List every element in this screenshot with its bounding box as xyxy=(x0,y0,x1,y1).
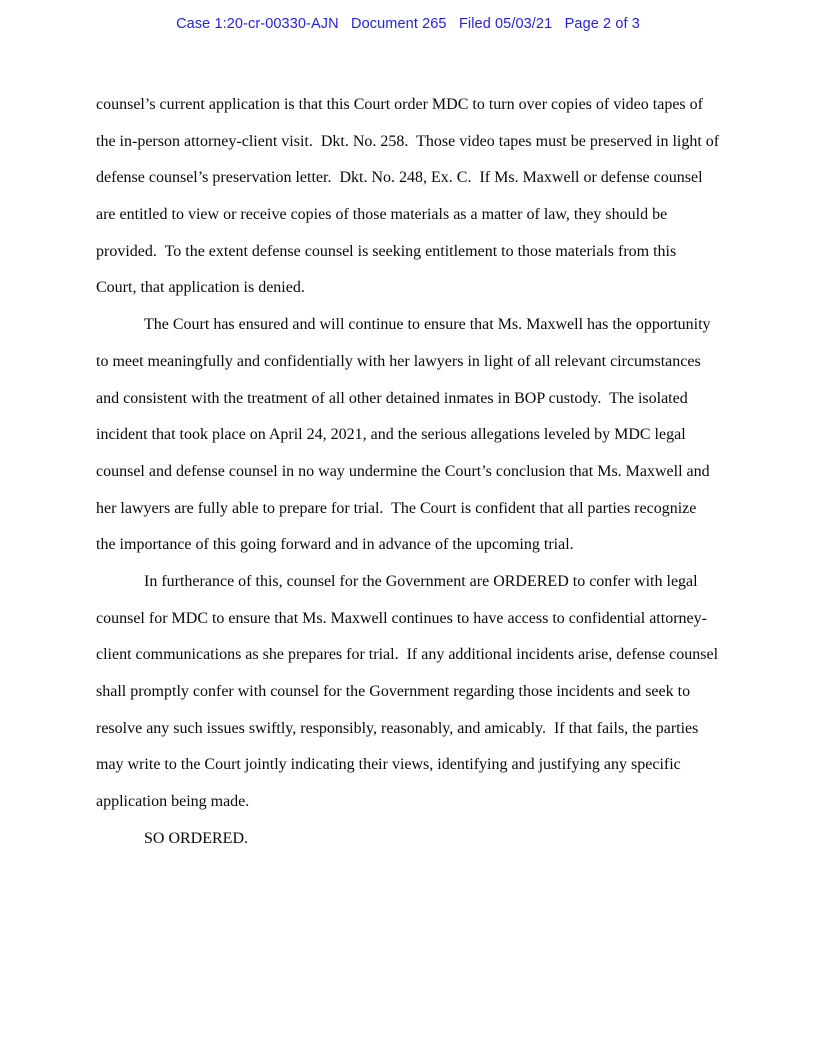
text-line: her lawyers are fully able to prepare for trial. The Court is confident that all parties recognize xyxy=(96,499,697,517)
text-line: shall promptly confer with counsel for the Government regarding those incidents and seek to xyxy=(96,683,691,700)
text-line: the in-person attorney-client visit. Dkt. No. 258. Those video tapes must be preserved in light of xyxy=(96,132,720,150)
paragraph xyxy=(96,564,756,821)
text-line: may write to the Court jointly indicating their views, identifying and justifying any specific xyxy=(96,756,681,774)
text-line: counsel for MDC to ensure that Ms. Maxwell continues to have access to confidential attorney- xyxy=(96,609,707,627)
text-line: Court, that application is denied. xyxy=(96,279,305,297)
paragraph xyxy=(96,307,756,564)
text-line: defense counsel’s preservation letter. Dkt. No. 248, Ex. C. If Ms. Maxwell or defense counsel xyxy=(96,169,703,187)
paragraph xyxy=(96,87,756,307)
text-line: are entitled to view or receive copies of those materials as a matter of law, they should be xyxy=(96,206,668,224)
text-line: counsel and defense counsel in no way undermine the Court’s conclusion that Ms. Maxwell and xyxy=(96,462,710,480)
text-line: incident that took place on April 24, 2021, and the serious allegations leveled by MDC legal xyxy=(96,426,686,444)
text-line: application being made. xyxy=(96,793,250,811)
text-line: The Court has ensured and will continue to ensure that Ms. Maxwell has the opportunity xyxy=(144,316,711,334)
text-line: counsel’s current application is that this Court order MDC to turn over copies of video tapes of xyxy=(96,96,703,113)
text-line: the importance of this going forward and in advance of the upcoming trial. xyxy=(96,536,574,554)
text-line: to meet meaningfully and confidentially with her lawyers in light of all relevant circumstances xyxy=(96,352,701,370)
text-line: SO ORDERED. xyxy=(144,829,249,847)
text-line: In furtherance of this, counsel for the Government are ORDERED to confer with legal xyxy=(144,572,698,590)
paragraph xyxy=(96,821,756,858)
case-stamp-header: Case 1:20-cr-00330-AJN Document 265 Filed 05/03/21 Page 2 of 3 xyxy=(176,16,640,32)
text-line: and consistent with the treatment of all other detained inmates in BOP custody. The isolated xyxy=(96,389,688,407)
text-line: client communications as she prepares for trial. If any additional incidents arise, defense counsel xyxy=(96,646,719,664)
text-line: provided. To the extent defense counsel is seeking entitlement to those materials from this xyxy=(96,242,677,260)
document-body xyxy=(96,87,756,857)
text-line: resolve any such issues swiftly, responsibly, reasonably, and amicably. If that fails, the parties xyxy=(96,719,699,737)
